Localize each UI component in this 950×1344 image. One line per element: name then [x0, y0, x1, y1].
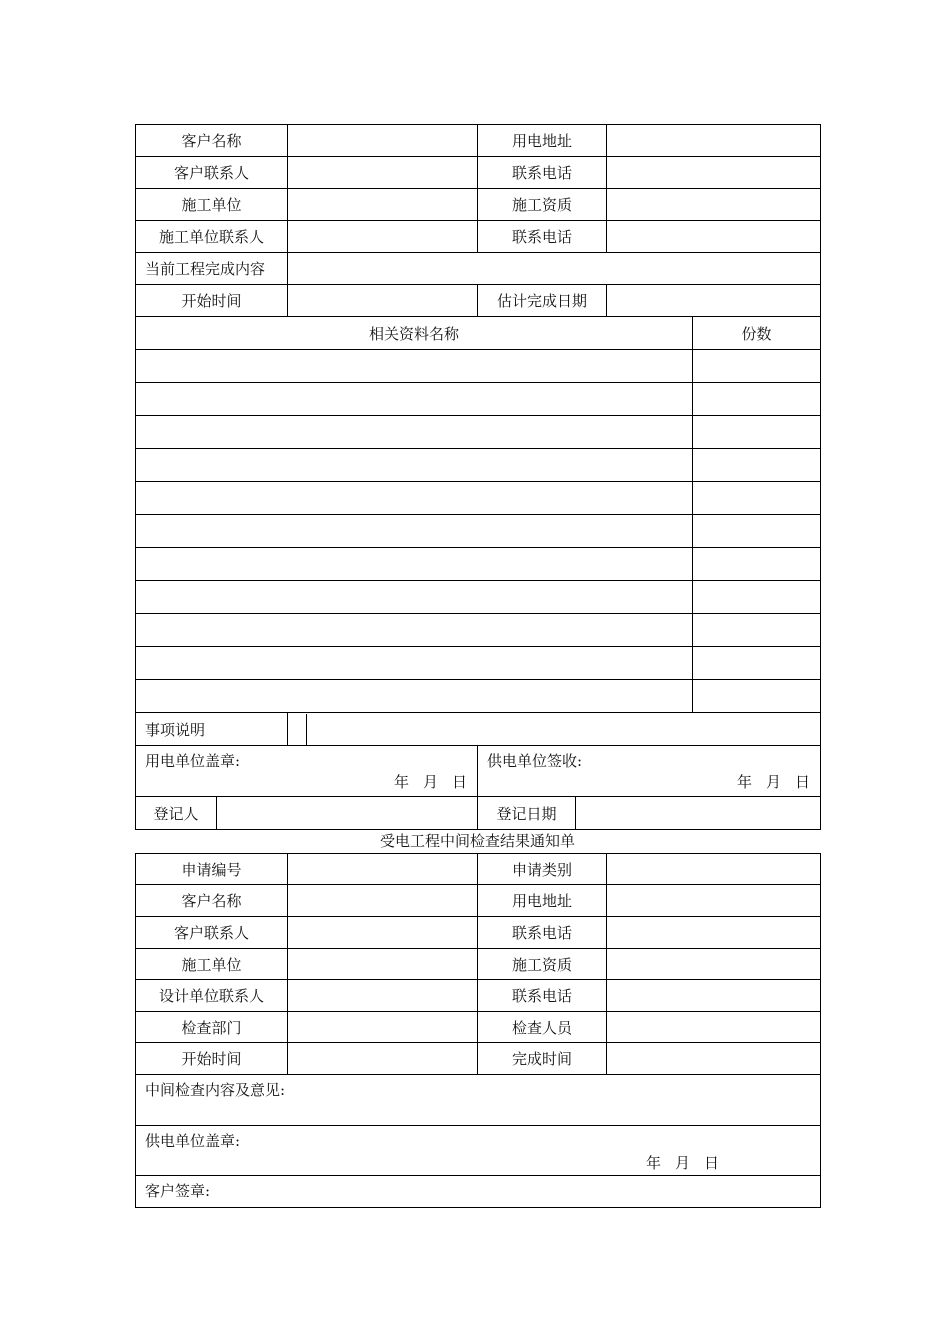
qualification-label: 施工资质 [478, 189, 607, 221]
inspection-cell[interactable] [136, 1075, 821, 1126]
phone-label: 联系电话 [478, 221, 607, 253]
phone-label: 联系电话 [478, 917, 607, 949]
form-row [136, 157, 821, 189]
contractor-label: 施工单位 [136, 949, 288, 980]
contractor-field[interactable] [288, 189, 478, 221]
docs-row [136, 581, 821, 614]
notes-label: 事项说明 [136, 713, 288, 746]
phone-field[interactable] [607, 221, 821, 253]
est-finish-field[interactable] [607, 285, 821, 317]
doc-count-cell[interactable] [693, 416, 821, 449]
doc-count-cell[interactable] [693, 647, 821, 680]
supplier-seal-date: 年 月 日 [646, 1154, 720, 1172]
inspector-field[interactable] [607, 1012, 821, 1043]
application-type-label: 申请类别 [478, 854, 607, 885]
inspection-label: 中间检查内容及意见: [145, 1081, 286, 1099]
address-field[interactable] [607, 125, 821, 157]
supplier-seal-label: 供电单位盖章: [145, 1132, 241, 1150]
supplier-sign-cell[interactable] [478, 746, 821, 797]
inspection-notice-form [135, 853, 821, 1208]
doc-count-cell[interactable] [693, 350, 821, 383]
docs-row [136, 482, 821, 515]
notes-row [136, 713, 821, 746]
registrar-field[interactable] [217, 797, 477, 829]
registrar-cell [136, 797, 478, 830]
form-row [136, 885, 821, 917]
docs-row [136, 416, 821, 449]
address-field[interactable] [607, 885, 821, 917]
application-type-field[interactable] [607, 854, 821, 885]
start-time-label: 开始时间 [136, 1043, 288, 1075]
docs-row [136, 680, 821, 713]
docs-header-row [136, 317, 821, 350]
form-row [136, 1012, 821, 1043]
phone-label: 联系电话 [478, 157, 607, 189]
customer-contact-label: 客户联系人 [136, 157, 288, 189]
inspection-dept-label: 检查部门 [136, 1012, 288, 1043]
form-row [136, 917, 821, 949]
doc-count-cell[interactable] [693, 548, 821, 581]
docs-row [136, 350, 821, 383]
inspector-label: 检查人员 [478, 1012, 607, 1043]
customer-name-label: 客户名称 [136, 885, 288, 917]
finish-time-field[interactable] [607, 1043, 821, 1075]
docs-row [136, 449, 821, 482]
customer-sign-row [136, 1176, 821, 1208]
doc-name-cell[interactable] [136, 680, 693, 713]
qualification-field[interactable] [607, 189, 821, 221]
acceptance-form [135, 124, 821, 830]
finish-time-label: 完成时间 [478, 1043, 607, 1075]
user-seal-label: 用电单位盖章: [145, 752, 241, 770]
phone-field[interactable] [607, 917, 821, 949]
doc-name-cell[interactable] [136, 449, 693, 482]
form-row [136, 189, 821, 221]
current-work-label: 当前工程完成内容 [136, 253, 288, 285]
current-work-field[interactable] [288, 253, 821, 285]
register-date-field[interactable] [576, 797, 820, 829]
doc-name-cell[interactable] [136, 515, 693, 548]
docs-row [136, 515, 821, 548]
start-time-label: 开始时间 [136, 285, 288, 317]
form-row [136, 253, 821, 285]
doc-name-cell[interactable] [136, 647, 693, 680]
customer-name-label: 客户名称 [136, 125, 288, 157]
form-row [136, 125, 821, 157]
contractor-contact-field[interactable] [288, 221, 478, 253]
doc-count-cell[interactable] [693, 581, 821, 614]
contractor-field[interactable] [288, 949, 478, 980]
docs-row [136, 548, 821, 581]
est-finish-label: 估计完成日期 [478, 285, 607, 317]
register-row [136, 797, 821, 830]
address-label: 用电地址 [478, 125, 607, 157]
doc-count-cell[interactable] [693, 614, 821, 647]
docs-count-header: 份数 [693, 317, 821, 350]
phone-field[interactable] [607, 157, 821, 189]
registrar-label: 登记人 [136, 797, 217, 829]
qualification-field[interactable] [607, 949, 821, 980]
docs-name-header: 相关资料名称 [136, 317, 693, 350]
customer-sign-cell[interactable] [136, 1176, 821, 1208]
supplier-seal-cell[interactable] [136, 1126, 821, 1176]
register-date-cell [478, 797, 821, 830]
docs-row [136, 383, 821, 416]
application-no-label: 申请编号 [136, 854, 288, 885]
doc-name-cell[interactable] [136, 350, 693, 383]
contractor-label: 施工单位 [136, 189, 288, 221]
register-date-label: 登记日期 [478, 797, 576, 829]
supplier-seal-row [136, 1126, 821, 1176]
start-time-field[interactable] [288, 1043, 478, 1075]
doc-name-cell[interactable] [136, 416, 693, 449]
doc-count-cell[interactable] [693, 449, 821, 482]
form-row [136, 980, 821, 1012]
contractor-contact-label: 施工单位联系人 [136, 221, 288, 253]
customer-contact-field[interactable] [288, 157, 478, 189]
doc-name-cell[interactable] [136, 482, 693, 515]
designer-contact-field[interactable] [288, 980, 478, 1012]
doc-count-cell[interactable] [693, 515, 821, 548]
form-row [136, 221, 821, 253]
supplier-sign-date: 年 月 日 [736, 773, 810, 791]
customer-contact-field[interactable] [288, 917, 478, 949]
doc-name-cell[interactable] [136, 614, 693, 647]
doc-count-cell[interactable] [693, 383, 821, 416]
form-row [136, 854, 821, 885]
form-row [136, 285, 821, 317]
phone-label: 联系电话 [478, 980, 607, 1012]
form-row [136, 1043, 821, 1075]
designer-contact-label: 设计单位联系人 [136, 980, 288, 1012]
form-row [136, 949, 821, 980]
docs-row [136, 647, 821, 680]
doc-name-cell[interactable] [136, 383, 693, 416]
signature-row [136, 746, 821, 797]
supplier-sign-label: 供电单位签收: [487, 752, 583, 770]
notes-field[interactable] [288, 713, 821, 746]
customer-name-field[interactable] [288, 885, 478, 917]
doc-name-cell[interactable] [136, 581, 693, 614]
doc-count-cell[interactable] [693, 680, 821, 713]
phone-field[interactable] [607, 980, 821, 1012]
docs-row [136, 614, 821, 647]
customer-contact-label: 客户联系人 [136, 917, 288, 949]
address-label: 用电地址 [478, 885, 607, 917]
application-no-field[interactable] [288, 854, 478, 885]
user-seal-cell[interactable] [136, 746, 478, 797]
qualification-label: 施工资质 [478, 949, 607, 980]
inspection-row [136, 1075, 821, 1126]
notice-title: 受电工程中间检查结果通知单 [379, 832, 575, 850]
user-seal-date: 年 月 日 [393, 773, 467, 791]
customer-name-field[interactable] [288, 125, 478, 157]
customer-sign-label: 客户签章: [145, 1182, 211, 1200]
inspection-dept-field[interactable] [288, 1012, 478, 1043]
doc-name-cell[interactable] [136, 548, 693, 581]
doc-count-cell[interactable] [693, 482, 821, 515]
start-time-field[interactable] [288, 285, 478, 317]
